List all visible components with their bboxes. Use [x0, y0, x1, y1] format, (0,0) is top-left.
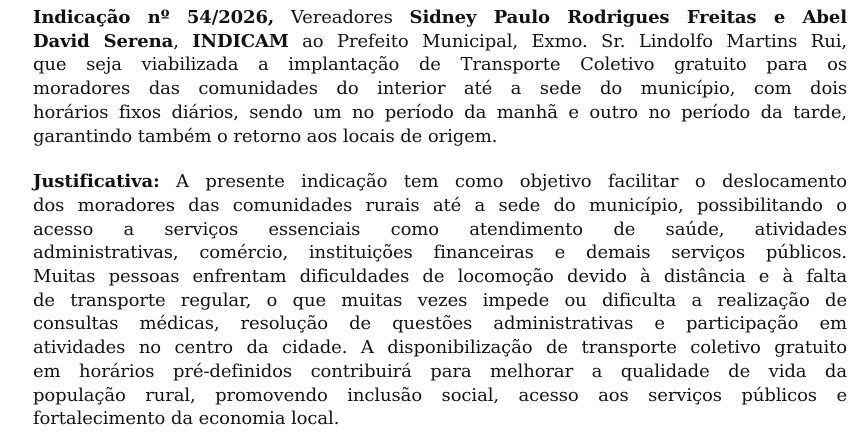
text-segment: garantindo também o retorno aos locais de origem.: [33, 125, 498, 147]
paragraph-justificativa: [33, 170, 847, 431]
text-line: [33, 170, 847, 194]
bold-text-segment: Indicação nº 54/2026,: [33, 7, 275, 28]
bold-text-segment: Sidney Paulo Rodrigues Freitas e Abel: [409, 7, 847, 28]
text-line: [33, 407, 847, 431]
text-line: [33, 77, 847, 101]
text-line: [33, 30, 847, 54]
text-line: [33, 312, 847, 336]
text-line: [33, 101, 847, 125]
text-segment: A presente indicação tem como objetivo facilitar o deslocamento: [159, 171, 847, 193]
text-line: [33, 265, 847, 289]
text-line: [33, 53, 847, 77]
bold-text-segment: INDICAM: [192, 30, 289, 52]
bold-text-segment: Justificativa:: [33, 171, 160, 193]
text-line: [33, 289, 847, 313]
text-segment: consultas médicas, resolução de questões administrativas e participação em: [33, 313, 847, 335]
text-segment: atividades no centro da cidade. A disponibilização de transporte coletivo gratuito: [33, 337, 847, 359]
text-segment: acesso a serviços essenciais como atendimento de saúde, atividades: [33, 218, 847, 240]
text-line: [33, 6, 847, 30]
text-segment: horários fixos diários, sendo um no período da manhã e outro no período da tarde,: [33, 101, 847, 123]
text-segment: fortalecimento da economia local.: [33, 408, 340, 430]
paragraph-indicacao: [33, 6, 847, 148]
text-segment: dos moradores das comunidades rurais até a sede do município, possibilitando o: [33, 194, 847, 216]
text-segment: administrativas, comércio, instituições financeiras e demais serviços públicos.: [33, 242, 847, 264]
text-line: [33, 241, 847, 265]
text-segment: Vereadores: [274, 7, 410, 28]
bold-text-segment: David Serena: [33, 30, 174, 52]
text-segment: ,: [173, 30, 193, 52]
text-segment: Muitas pessoas enfrentam dificuldades de locomoção devido à distância e à falta: [33, 266, 847, 288]
text-line: [33, 125, 847, 149]
text-segment: de transporte regular, o que muitas vezes impede ou dificulta a realização de: [33, 289, 847, 311]
text-line: [33, 194, 847, 218]
text-line: [33, 360, 847, 384]
text-line: [33, 336, 847, 360]
text-segment: ao Prefeito Municipal, Exmo. Sr. Lindolfo Martins Rui,: [288, 30, 847, 52]
text-segment: que seja viabilizada a implantação de Transporte Coletivo gratuito para os: [33, 54, 847, 76]
text-segment: moradores das comunidades do interior até a sede do município, com dois: [33, 78, 847, 100]
text-line: [33, 218, 847, 242]
text-line: [33, 384, 847, 408]
text-segment: em horários pré-definidos contribuirá para melhorar a qualidade de vida da: [33, 360, 847, 382]
text-segment: população rural, promovendo inclusão social, acesso aos serviços públicos e: [33, 384, 847, 406]
